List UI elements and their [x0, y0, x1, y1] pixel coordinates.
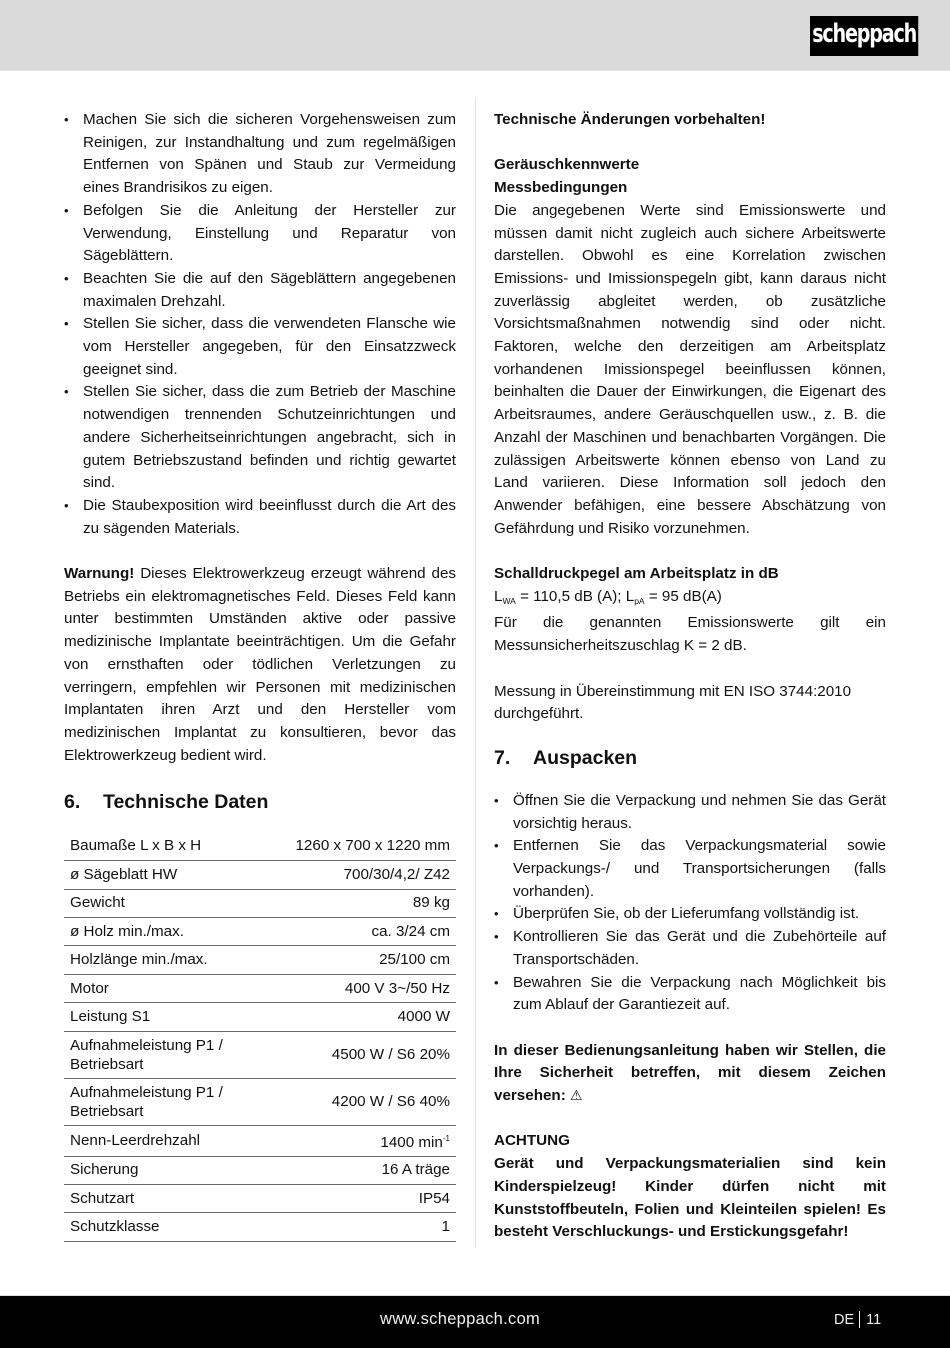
- list-item: • Bewahren Sie die Verpackung nach Möglichkeit bis zum Ablauf der Garantiezeit auf.: [494, 972, 886, 1017]
- spec-value: 4000 W: [284, 1003, 456, 1031]
- spec-value: 16 A träge: [284, 1156, 456, 1184]
- safety-bullet-list: [64, 109, 456, 540]
- spec-value: 1260 x 700 x 1220 mm: [284, 832, 456, 860]
- page-indicator: [834, 1311, 881, 1328]
- noise-paragraph: Die angegebenen Werte sind Emissionswerte und müssen damit nicht zugleich auch sichere Arbeitswerte darstellen. Obwohl es eine Korrelation zwischen Emissions- und Imissionspegeln gibt, kann daraus nicht zuverlässig abgleitet werden, ob zusätzliche Vorsichtsmaßnahmen notwendig sind oder nicht. Faktoren, welche den derzeitigen am Arbeitsplatz vorhandenen Imissionspegel beeinflussen können, beinhalten die Dauer der Einwirkungen, die Eigenart des Arbeitsraumes, andere Geräuschquellen usw., z. B. die Anzahl der Maschinen und benachbarten Vorgängen. Die zulässigen Arbeitswerte können ebenso von Land zu Land variieren. Diese Information soll jedoch den Anwender befähigen, eine bessere Abschätzung von Gefährdung und Risiko vorzunehmen.: [494, 201, 886, 537]
- achtung-paragraph: Gerät und Verpackungsmaterialien sind kein Kinderspielzeug! Kinder dürfen nicht mit Kunststoffbeuteln, Folien und Kleinteilen spielen! Es besteht Verschluckungs- und Erstickungsgefahr!: [494, 1155, 886, 1241]
- list-item: • Kontrollieren Sie das Gerät und die Zubehörteile auf Transportschäden.: [494, 926, 886, 971]
- lpa-value: = 95 dB(A): [644, 587, 722, 605]
- safety-symbol-notice: [494, 1040, 886, 1108]
- spec-label: Gewicht: [64, 889, 284, 917]
- section-heading-unpacking: [494, 746, 886, 770]
- table-row: [64, 918, 456, 946]
- noise-heading: Geräuschkennwerte: [494, 156, 640, 174]
- spec-label: Aufnahmeleistung P1 / Betriebsart: [64, 1078, 284, 1125]
- lwa-symbol: L: [494, 587, 503, 605]
- table-row: [64, 946, 456, 974]
- website-link[interactable]: www.scheppach.com: [380, 1310, 541, 1328]
- section-heading-technical-data: [64, 790, 456, 814]
- separator: [859, 1311, 860, 1328]
- spec-label: Nenn-Leerdrehzahl: [64, 1125, 284, 1156]
- list-item: • Entfernen Sie das Verpackungsmaterial sowie Verpackungs-/ und Transportsicherungen (falls vorhanden).: [494, 835, 886, 903]
- spec-value: [284, 1125, 456, 1156]
- spec-label: Schutzart: [64, 1185, 284, 1213]
- measurement-standard-paragraph: Messung in Übereinstimmung mit EN ISO 3744:2010 durchgeführt.: [494, 682, 852, 723]
- list-item: • Überprüfen Sie, ob der Lieferumfang vollständig ist.: [494, 903, 886, 926]
- warning-label: Warnung!: [64, 565, 135, 583]
- section-title: Auspacken: [533, 746, 638, 769]
- lwa-subscript: WA: [502, 595, 516, 606]
- safety-notice-text: In dieser Bedienungsanleitung haben wir Stellen, die Ihre Sicherheit betreffen, mit diesem Zeichen versehen:: [494, 1041, 886, 1105]
- uncertainty-paragraph: Für die genannten Emissionswerte gilt ein Messunsicherheitszuschlag K = 2 dB.: [494, 614, 886, 655]
- spec-value: 89 kg: [284, 889, 456, 917]
- table-row: [64, 1213, 456, 1241]
- table-row: [64, 1031, 456, 1078]
- list-item: • Öffnen Sie die Verpackung und nehmen Sie das Gerät vorsichtig heraus.: [494, 790, 886, 835]
- spec-value-text: 1400 min: [380, 1133, 443, 1151]
- list-item: • Stellen Sie sicher, dass die zum Betrieb der Maschine notwendigen trennenden Schutzeinrichtungen und andere Sicherheitseinrichtungen angebracht, sich in gutem Betriebszustand befinden und richtig gewartet sind.: [64, 381, 456, 495]
- scheppach-logo: scheppach: [810, 16, 918, 56]
- spacer: [494, 770, 886, 790]
- spec-value: ca. 3/24 cm: [284, 918, 456, 946]
- list-item: • Stellen Sie sicher, dass die verwendeten Flansche wie vom Hersteller angegeben, für den Einsatzzweck geeignet sind.: [64, 313, 456, 381]
- spacer: [494, 1017, 886, 1040]
- table-row: [64, 1125, 456, 1156]
- spec-label: Aufnahmeleistung P1 / Betriebsart: [64, 1031, 284, 1078]
- lwa-value: = 110,5 dB (A);: [515, 587, 626, 605]
- measurement-conditions-heading: Messbedingungen: [494, 179, 628, 197]
- lpa-symbol: L: [625, 587, 635, 605]
- spacer: [494, 726, 886, 746]
- warning-text: Dieses Elektrowerkzeug erzeugt während des Betriebs ein elektromagnetisches Feld. Dieses Feld kann unter bestimmten Umständen aktive oder passive medizinische Implantate beeinträchtigen. Um die Gefahr von ernsthaften oder tödlichen Verletzungen zu verringern, empfehlen wir Personen mit medizinischen Implantaten ihren Arzt und den Hersteller vom medizinischen Implantat zu konsultieren, bevor das Elektrowerkzeug bedient wird.: [64, 565, 456, 764]
- section-number: 7.: [494, 746, 511, 769]
- sound-pressure-heading: Schalldruckpegel am Arbeitsplatz in dB: [494, 565, 779, 583]
- left-column: [64, 109, 456, 1242]
- sound-values: [494, 586, 886, 613]
- table-row: [64, 832, 456, 860]
- spacer: [64, 540, 456, 563]
- list-item: • Machen Sie sich die sicheren Vorgehensweisen zum Reinigen, zur Instandhaltung und zum regelmäßigen Entfernen von Spänen und Staub zur Vermeidung eines Brandrisikos zu eigen.: [64, 109, 456, 200]
- language-code: DE: [834, 1311, 855, 1328]
- page-footer: [0, 1295, 950, 1348]
- spec-value: 700/30/4,2/ Z42: [284, 861, 456, 889]
- page-header-bar: [0, 0, 950, 71]
- right-column: [494, 109, 886, 1244]
- section-title: Technische Daten: [103, 791, 269, 814]
- table-row: [64, 861, 456, 889]
- spec-label: Baumaße L x B x H: [64, 832, 284, 860]
- spec-value-superscript: -1: [442, 1133, 450, 1143]
- spec-value: 1: [284, 1213, 456, 1241]
- spec-value: 400 V 3~/50 Hz: [284, 974, 456, 1002]
- warning-triangle-icon: ⚠: [569, 1088, 583, 1105]
- spacer: [494, 540, 886, 563]
- spacer: [494, 1108, 886, 1131]
- table-row: [64, 974, 456, 1002]
- spec-value: 4200 W / S6 40%: [284, 1078, 456, 1125]
- technical-data-table: [64, 832, 456, 1241]
- spacer: [64, 767, 456, 790]
- spec-label: Motor: [64, 974, 284, 1002]
- table-row: [64, 1078, 456, 1125]
- page-number: 11: [866, 1311, 882, 1328]
- section-number: 6.: [64, 791, 81, 814]
- spec-value: 25/100 cm: [284, 946, 456, 974]
- spacer: [494, 132, 886, 155]
- table-row: [64, 889, 456, 917]
- list-item: • Die Staubexposition wird beeinflusst durch die Art des zu sägenden Materials.: [64, 495, 456, 540]
- table-row: [64, 1185, 456, 1213]
- table-row: [64, 1156, 456, 1184]
- spec-label: ø Holz min./max.: [64, 918, 284, 946]
- table-row: [64, 1003, 456, 1031]
- spec-value: IP54: [284, 1185, 456, 1213]
- spec-value: 4500 W / S6 20%: [284, 1031, 456, 1078]
- column-divider: [475, 98, 476, 1248]
- lpa-subscript: pA: [634, 595, 645, 606]
- technical-changes-notice: Technische Änderungen vorbehalten!: [494, 111, 766, 128]
- spec-label: Holzlänge min./max.: [64, 946, 284, 974]
- unpacking-bullet-list: [494, 790, 886, 1017]
- spacer: [494, 658, 886, 681]
- list-item: • Befolgen Sie die Anleitung der Hersteller zur Verwendung, Einstellung und Reparatur von Sägeblättern.: [64, 200, 456, 268]
- emf-warning-paragraph: [64, 563, 456, 767]
- spec-label: Leistung S1: [64, 1003, 284, 1031]
- spec-label: Schutzklasse: [64, 1213, 284, 1241]
- achtung-heading: ACHTUNG: [494, 1132, 570, 1150]
- spec-label: ø Sägeblatt HW: [64, 861, 284, 889]
- list-item: • Beachten Sie die auf den Sägeblättern angegebenen maximalen Drehzahl.: [64, 268, 456, 313]
- spec-label: Sicherung: [64, 1156, 284, 1184]
